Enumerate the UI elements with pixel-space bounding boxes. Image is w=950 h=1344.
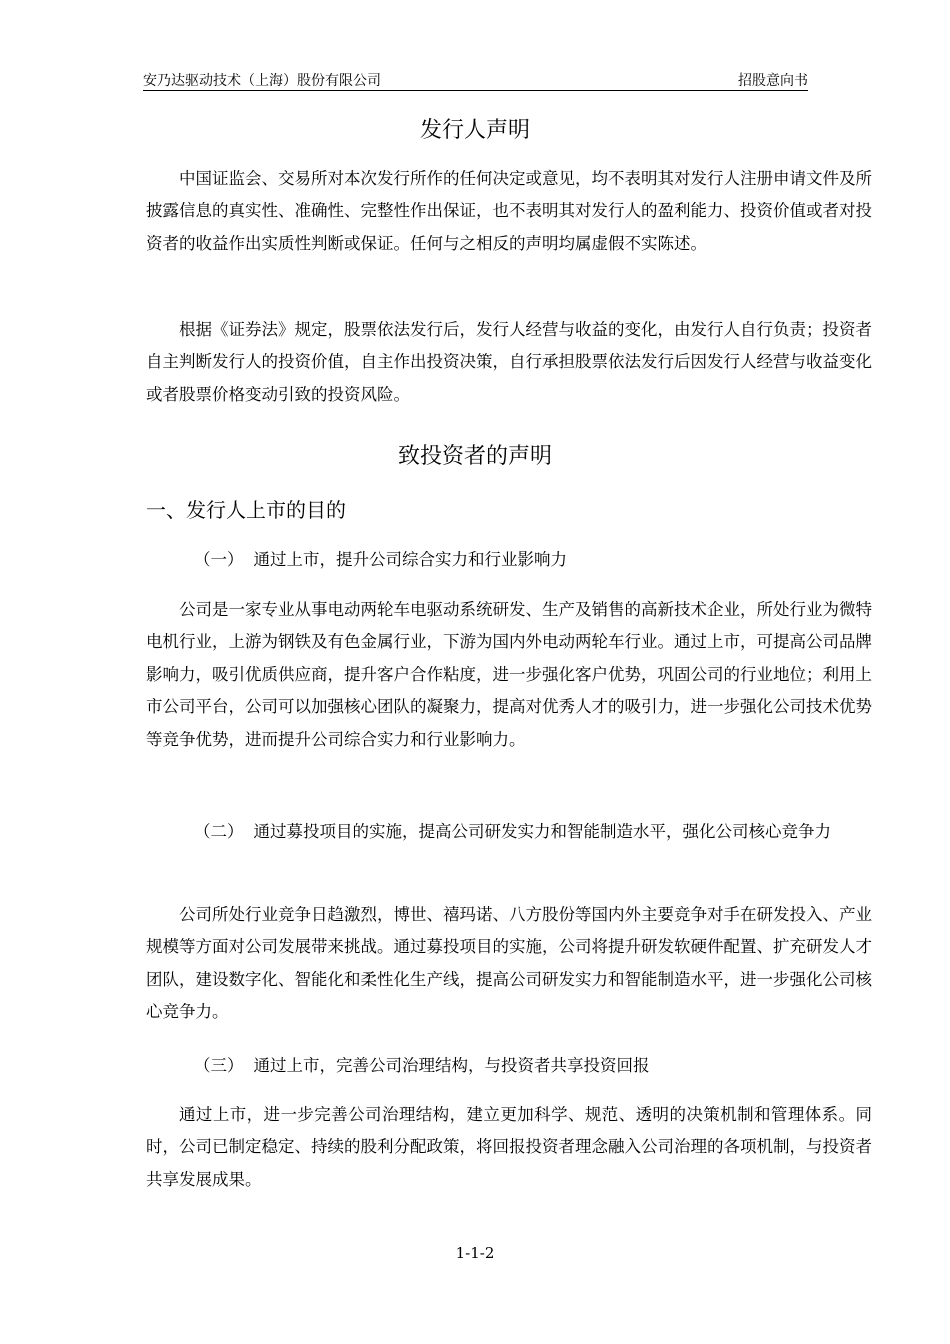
header-company: 安乃达驱动技术（上海）股份有限公司 bbox=[143, 73, 381, 89]
page-header bbox=[143, 68, 808, 91]
subheading-1-text: 通过上市，提升公司综合实力和行业影响力 bbox=[253, 550, 567, 569]
item-2-body: 公司所处行业竞争日趋激烈，博世、禧玛诺、八方股份等国内外主要竞争对手在研发投入、产业规模等方面对公司发展带来挑战。通过募投项目的实施，公司将提升研发软硬件配置、扩充研发人才团队，建设数字化、智能化和柔性化生产线，提高公司研发实力和智能制造水平，进一步强化公司核心竞争力。 bbox=[146, 905, 872, 1022]
subheading-1-number: （一） bbox=[194, 550, 244, 569]
section-heading-purpose: 一、发行人上市的目的 bbox=[146, 498, 346, 522]
page-number: 1-1-2 bbox=[455, 1244, 495, 1262]
subheading-2 bbox=[146, 816, 872, 848]
subheading-3 bbox=[146, 1050, 872, 1082]
issuer-paragraph-1: 中国证监会、交易所对本次发行所作的任何决定或意见，均不表明其对发行人注册申请文件及所披露信息的真实性、准确性、完整性作出保证，也不表明其对发行人的盈利能力、投资价值或者对投资者的收益作出实质性判断或保证。任何与之相反的声明均属虚假不实陈述。 bbox=[146, 169, 872, 253]
item-3-body: 通过上市，进一步完善公司治理结构，建立更加科学、规范、透明的决策机制和管理体系。同时，公司已制定稳定、持续的股利分配政策，将回报投资者理念融入公司治理的各项机制，与投资者共享发展成果。 bbox=[146, 1105, 872, 1189]
subheading-3-text: 通过上市，完善公司治理结构，与投资者共享投资回报 bbox=[253, 1056, 650, 1075]
item-1-body: 公司是一家专业从事电动两轮车电驱动系统研发、生产及销售的高新技术企业，所处行业为微特电机行业，上游为钢铁及有色金属行业，下游为国内外电动两轮车行业。通过上市，可提高公司品牌影响力，吸引优质供应商，提升客户合作粘度，进一步强化客户优势，巩固公司的行业地位；利用上市公司平台，公司可以加强核心团队的凝聚力，提高对优秀人才的吸引力，进一步强化公司技术优势等竞争优势，进而提升公司综合实力和行业影响力。 bbox=[146, 600, 872, 749]
issuer-paragraph-2: 根据《证券法》规定，股票依法发行后，发行人经营与收益的变化，由发行人自行负责；投资者自主判断发行人的投资价值，自主作出投资决策，自行承担股票依法发行后因发行人经营与收益变化或者股票价格变动引致的投资风险。 bbox=[146, 320, 872, 404]
header-doc-type: 招股意向书 bbox=[738, 73, 808, 89]
investor-statement-title: 致投资者的声明 bbox=[397, 444, 552, 469]
subheading-2-text: 通过募投项目的实施，提高公司研发实力和智能制造水平，强化公司核心竞争力 bbox=[253, 822, 831, 841]
subheading-1 bbox=[146, 544, 872, 576]
issuer-statement-title: 发行人声明 bbox=[419, 118, 530, 143]
subheading-3-number: （三） bbox=[194, 1056, 244, 1075]
subheading-2-number: （二） bbox=[194, 822, 244, 841]
